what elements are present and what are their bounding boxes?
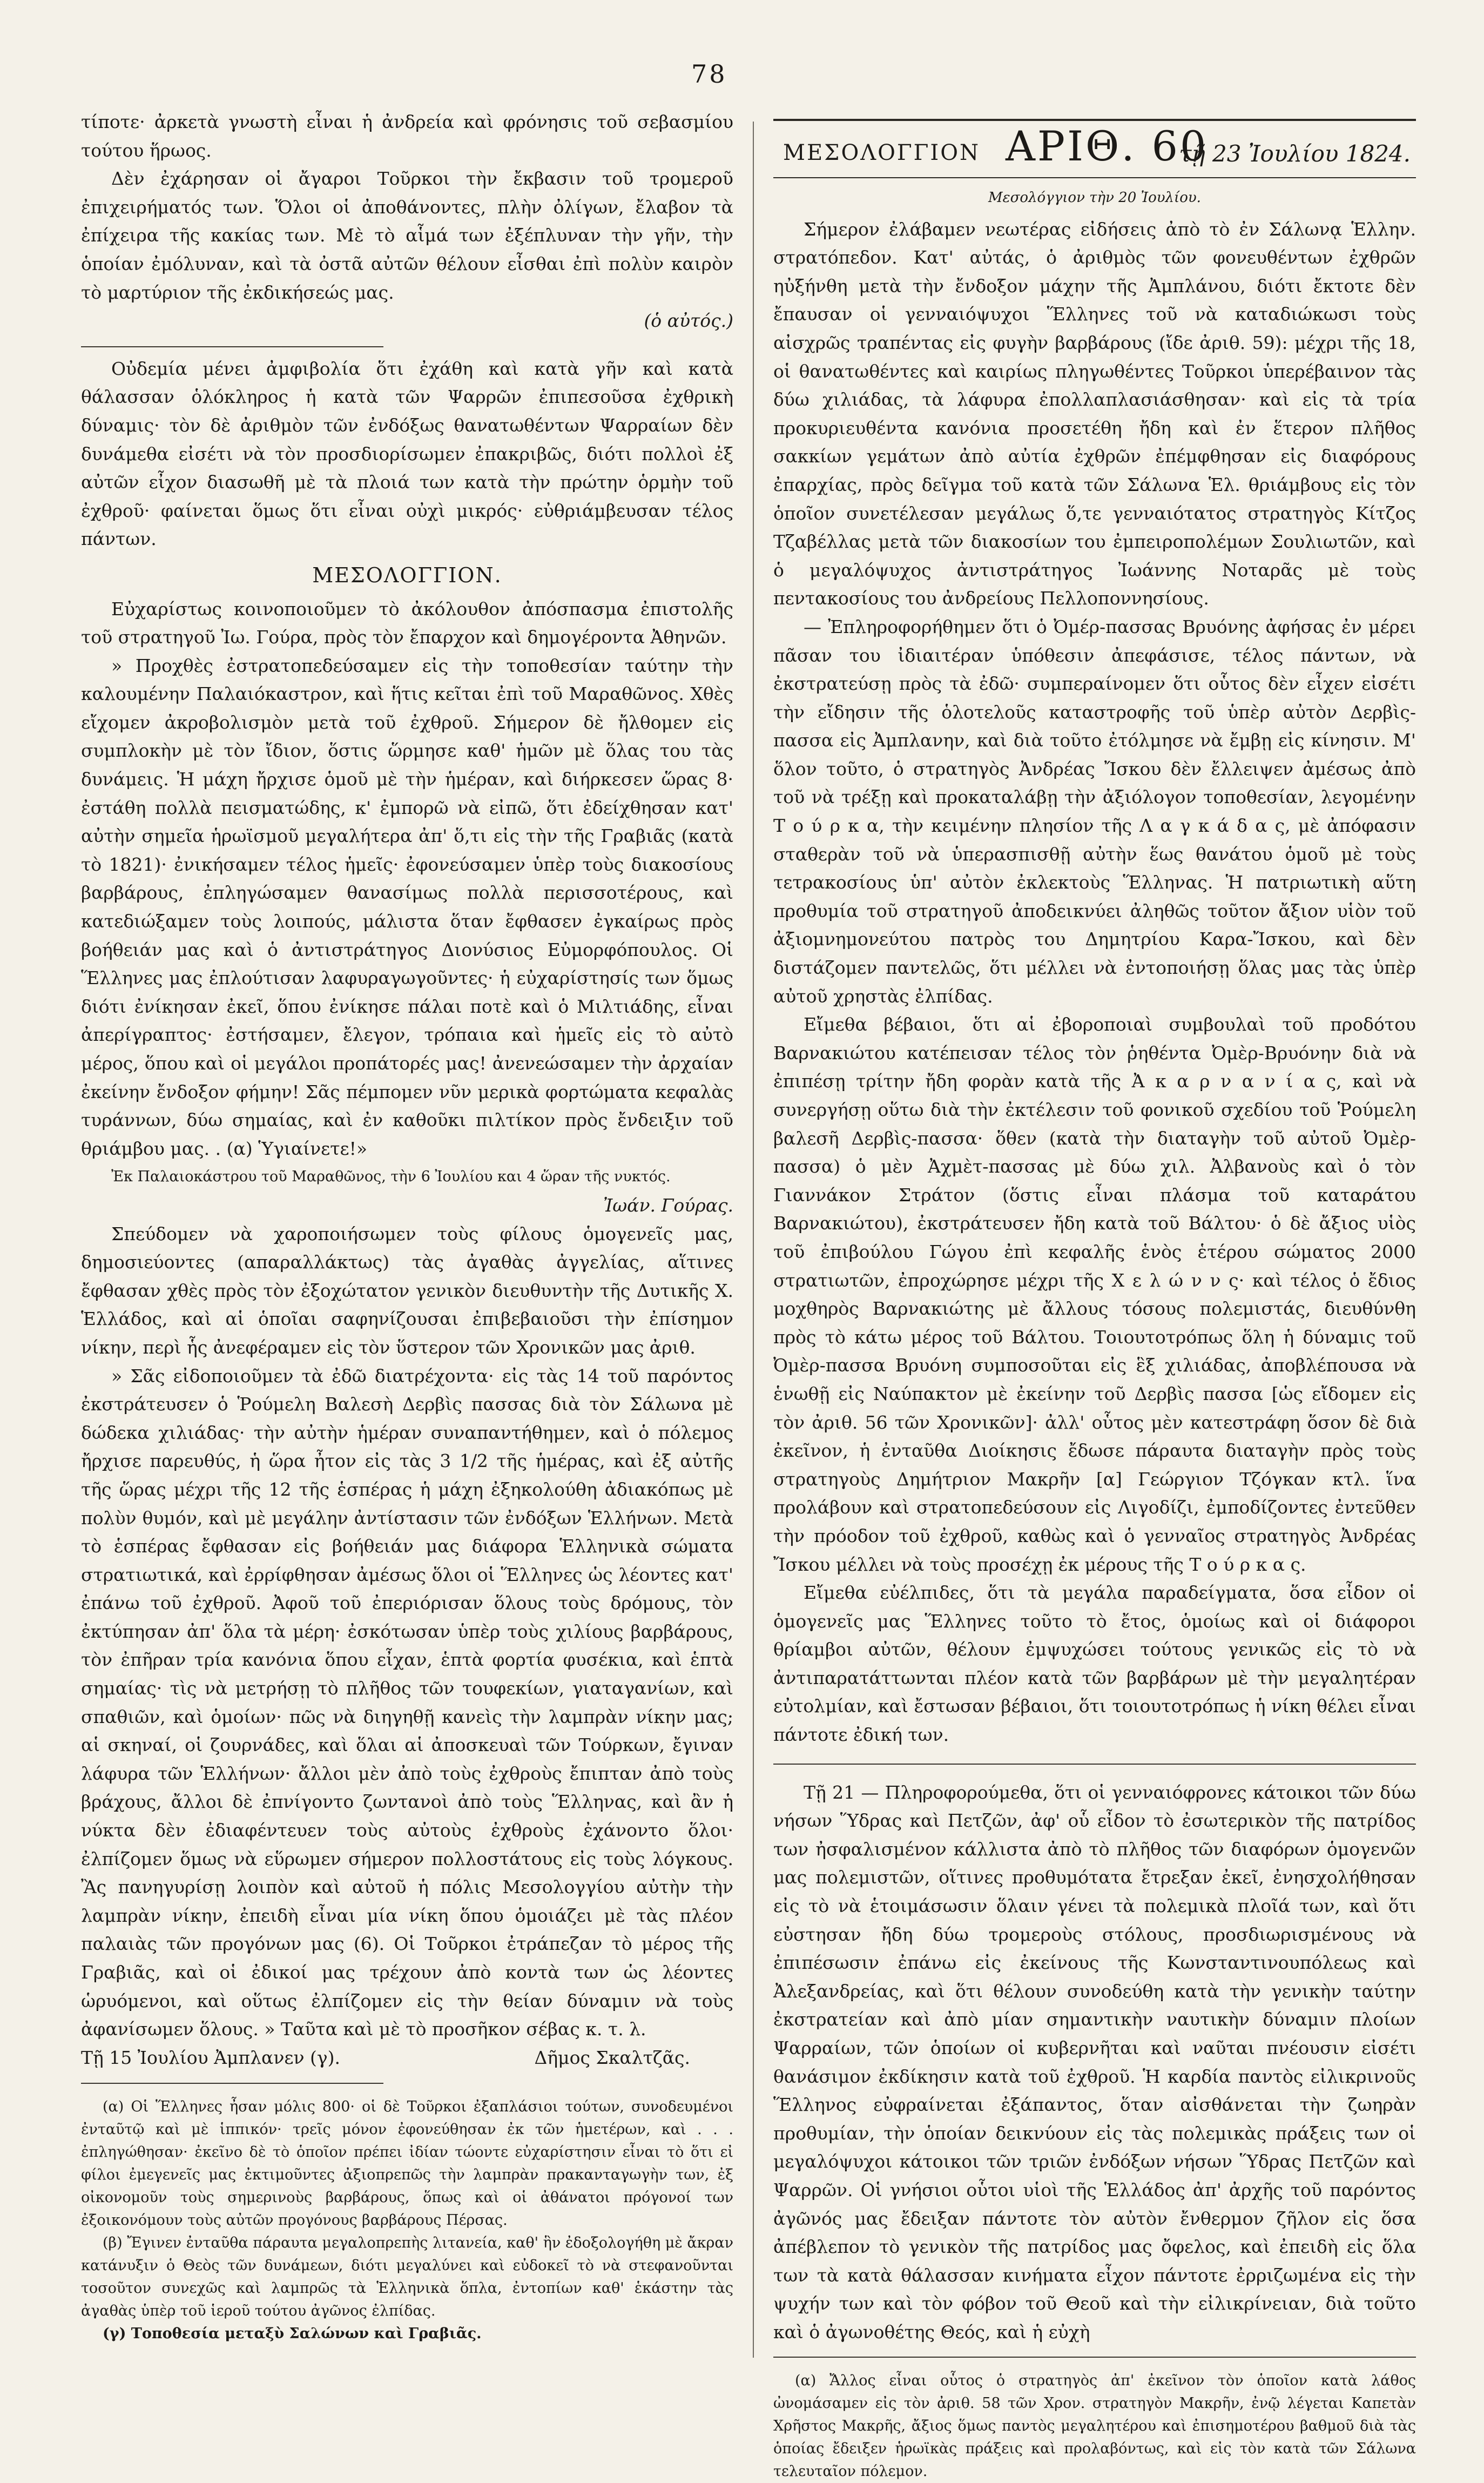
separator bbox=[773, 2357, 1416, 2358]
footnote: (α) Ἄλλος εἶναι οὗτος ὁ στρατηγὸς ἀπ' ἐκεῖνον τὸν ὁποῖον κατὰ λάθος ὠνομάσαμεν εἰς τὸν ἀριθ. 58 τῶν Χρον. στρατηγὸν Μακρῆν, ἐνῷ λέγεται Καπετὰν Χρῆστος Μακρῆς, ἄξιος ὅμως παντὸς μεγαλητέρου καὶ ἐπισημοτέρου βαθμοῦ διὰ τὰς ὁποίας ἔδειξεν ἡρωϊκὰς πράξεις καὶ προλαβόντως, καὶ εἰς τὸν κατὰ τῶν Σάλωνα τελευταῖον πόλεμον. bbox=[773, 2372, 1416, 2480]
letter-dateline: Ἐκ Παλαιοκάστρου τοῦ Μαραθῶνος, τὴν 6 Ἰουλίου και 4 ὥραν τῆς νυκτός. bbox=[111, 1168, 671, 1186]
column-divider bbox=[753, 122, 754, 2358]
signature: (ὁ αὐτός.) bbox=[644, 310, 733, 332]
right-column bbox=[773, 184, 1416, 2483]
signature: Δῆμος Σκαλτζᾶς. bbox=[534, 2047, 690, 2068]
page-number: 78 bbox=[691, 59, 727, 89]
masthead-rule bbox=[773, 119, 1416, 121]
paragraph: Εἴμεθα βέβαιοι, ὅτι αἱ ἐβοροποιαὶ συμβουλαὶ τοῦ προδότου Βαρνακιώτου κατέπεισαν τέλος τὸν ῥηθέντα Ὀμὲρ-Βρυόνην διὰ νὰ ἐπιπέσῃ τρίτην ἤδη φορὰν κατὰ τῆς Ἀ κ α ρ ν α ν ί α ς, καὶ νὰ συνεργήσῃ οὕτω διὰ τὴν ἐκτέλεσιν τοῦ φονικοῦ σχεδίου τοῦ Ῥούμελη βαλεσῆ Δερβὶς-πασσα· ὅθεν (κατὰ τὴν διαταγὴν τοῦ αὐτοῦ Ὀμὲρ-πασσα) ὁ μὲν Ἀχμὲτ-πασσας μὲ δύω χιλ. Ἀλβανοὺς καὶ ὁ τὸν Γιαννάκον Στράτον (ὅστις εἶναι πλάσμα τοῦ καταράτου Βαρνακιώτου), ἐκστράτευσεν ἤδη κατὰ τοῦ Βάλτου· ὁ δὲ ἄξιος υἱὸς τοῦ ἐπιβούλου Γώγου ἐπὶ κεφαλῆς ἑνὸς ἑτέρου σώματος 2000 στρατιωτῶν, ἐπροχώρησε μέχρι τῆς Χ ε λ ώ ν ν ς· καὶ τέλος ὁ ἔδιος μοχθηρὸς Βαρνακιώτης μὲ ἄλλους τόσους πολεμιστάς, διευθύνθη πρὸς τὸ κάτω μέρος τοῦ Βάλτου. Τοιουτοτρόπως ὅλη ἡ δύναμις τοῦ Ὀμὲρ-πασσα Βρυόνη συμποσοῦται εἰς ἓξ χιλιάδας, ἀποβλέπουσα νὰ ἑνωθῇ εἰς Ναύπακτον μὲ ἐκείνην τοῦ Δερβὶς πασσα [ὡς εἴδομεν εἰς τὸν ἀριθ. 56 τῶν Χρονικῶν]· ἀλλ' οὗτος μὲν κατεστράφη ὅσον δὲ διὰ ἐκεῖνον, ἡ ἐνταῦθα Διοίκησις ἔδωσε πάραυτα διαταγὴν πρὸς τοὺς στρατηγοὺς Δημήτριον Μακρῆν [α] Γεώργιον Τζόγκαν κτλ. ἵνα προλάβουν καὶ στρατοπεδεύσουν εἰς Λιγοδίζι, ἐμποδίζοντες ἐντεῦθεν τὴν πρόοδον τοῦ ἐχθροῦ, καθὼς καὶ ὁ γενναῖος στρατηγὸς Ἀνδρέας Ἴσκου μέλλει νὰ τοὺς προσέχῃ ἐκ μέρους τῆς Τ ο ύ ρ κ α ς. bbox=[773, 1014, 1416, 1575]
letter-quote: » Προχθὲς ἐστρατοπεδεύσαμεν εἰς τὴν τοποθεσίαν ταύτην τὴν καλουμένην Παλαιόκαστρον, καὶ ἥτις κεῖται ἐπὶ τοῦ Μαραθῶνος. Χθὲς εἴχομεν ἀκροβολισμὸν μετὰ τοῦ ἐχθροῦ. Σήμερον δὲ ἤλθομεν εἰς συμπλοκὴν μὲ τὸν ἴδιον, ὅστις ὥρμησε καθ' ἡμῶν μὲ ὅλας του τὰς δυνάμεις. Ἡ μάχη ἤρχισε ὁμοῦ μὲ τὴν ἡμέραν, καὶ διήρκεσεν ὥρας 8· ἐστάθη πολλὰ πεισματώδης, κ' ἐμπορῶ νὰ εἰπῶ, ὅτι ἐδείχθησαν κατ' αὐτὴν σημεῖα ἡρωϊσμοῦ μεγαλήτερα ἀπ' ὅ,τι εἰς τὴν τῆς Γραβιᾶς (κατὰ τὸ 1821)· ἐνικήσαμεν τέλος ἡμεῖς· ἐφονεύσαμεν ὑπὲρ τοὺς διακοσίους βαρβάρους, ἐπληγώσαμεν θανασίμως πολλὰ περισσοτέρους, καὶ κατεδιώξαμεν τοὺς λοιπούς, μάλιστα ὅταν ἔφθασεν ἐγκαίρως πρὸς βοήθειάν μας καὶ ὁ ἀντιστράτηγος Διονύσιος Εὐμορφόπουλος. Οἱ Ἕλληνες μας ἐπλούτισαν λαφυραγωγοῦντες· ἡ εὐχαρίστησίς των ὅμως διότι ἐνίκησαν ἐκεῖ, ὅπου ἐνίκησε πάλαι ποτὲ καὶ ὁ Μιλτιάδης, εἶναι ἀπερίγραπτος· ἐστήσαμεν, ἔλεγον, τρόπαια καὶ ἡμεῖς εἰς τὸ αὐτὸ μέρος, ὅπου καὶ οἱ μεγάλοι προπάτορές μας! ἀνενεώσαμεν τὴν ἀρχαίαν ἐκείνην ἔνδοξον φήμην! Σᾶς πέμπομεν νῦν μερικὰ φορτώματα κεφαλὰς τυράννων, δύω σημαίας, καὶ ἐν καθοῦκι πιλτίκον πρὸς ἔνδειξιν τοῦ θριάμβου μας. . (α) Ὑγιαίνετε!» bbox=[81, 655, 733, 1159]
paragraph: τίποτε· ἀρκετὰ γνωστὴ εἶναι ἡ ἀνδρεία καὶ φρόνησις τοῦ σεβασμίου τούτου ἥρωος. bbox=[81, 111, 733, 161]
issue-number: ΑΡΙΘ. 60 bbox=[1006, 122, 1209, 170]
paragraph: Σήμερον ἐλάβαμεν νεωτέρας εἰδήσεις ἀπὸ τὸ ἐν Σάλωνᾳ Ἑλλην. στρατόπεδον. Κατ' αὐτάς, ὁ ἀριθμὸς τῶν φονευθέντων ἐχθρῶν ηὐξήνθη μετὰ τὴν ἔνδοξον μάχην τῆς Ἀμπλάνου, διότι ἔκτοτε δὲν ἔπαυσαν οἱ γενναιόψυχοι Ἕλληνες τοῦ νὰ καταδιώκωσι τοὺς αἰσχρῶς τραπέντας εἰς φυγὴν βαρβάρους (ἴδε ἀριθ. 59): μέχρι τῆς 18, οἱ θανατωθέντες καὶ καιρίως πληγωθέντες Τοῦρκοι ὑπερέβαινον τὰς δύω χιλιάδας, τὰ λάφυρα ἐπολλαπλασιάσθησαν· καὶ εἰς τὰ τρία προκυριευθέντα κανόνια προσετέθη ἤδη καὶ ἐν ἕτερον πλῆθος σακκίων γεμάτων ἀπὸ αὐτία ἐχθρῶν ἐπέμφθησαν εἰς διαφόρους ἐπαρχίας, πρὸς δεῖγμα τοῦ κατὰ τῶν Σάλωνα Ἑλ. θριάμβους εἰς τὸν ὁποῖον συνετέλεσαν μεγάλως ὅ,τε γενναιότατος στρατηγὸς Κίτζος Τζαβέλλας μετὰ τῶν διακοσίων του ἐμπειροπολέμων Σουλιωτῶν, καὶ ὁ μεγαλόψυχος ἀντιστράτηγος Ἰωάννης Νοταρᾶς μὲ τοὺς πεντακοσίους του ἀνδρείους Πελλοποννησίους. bbox=[773, 218, 1416, 609]
separator bbox=[773, 1764, 1416, 1765]
letter-closing bbox=[81, 2044, 733, 2072]
footnote: (β) Ἔγινεν ἐνταῦθα πάραυτα μεγαλοπρεπὴς λιτανεία, καθ' ἣν ἐδοξολογήθη μὲ ἄκραν κατάνυξιν ὁ Θεὸς τῶν δυνάμεων, διότι μεγαλύνει καὶ εὐδοκεῖ τὸ νὰ στεφανοῦνται τοσοῦτον συνεχῶς καὶ λαμπρῶς τὰ Ἑλληνικὰ ὅπλα, ἐντοπίων καθ' ἑκάστην τὰς ἀγαθὰς ὑπὲρ τοῦ ἱεροῦ τούτου ἀγῶνος ἐλπίδας. bbox=[81, 2235, 733, 2320]
separator bbox=[81, 2083, 383, 2084]
footnotes bbox=[773, 2370, 1416, 2483]
paragraph: Δὲν ἐχάρησαν οἱ ἄγαροι Τοῦρκοι τὴν ἔκβασιν τοῦ τρομεροῦ ἐπιχειρήματός των. Ὅλοι οἱ ἀποθάνοντες, πλὴν ὀλίγων, ἔλαβον τὰ ἐπίχειρα τῆς κακίας των. Μὲ τὸ αἷμά των ἐξέπλυναν τὴν γῆν, τὴν ὁποίαν ἐμόλυναν, καὶ τὰ ὀστᾶ αὐτῶν θέλουν εἶσθαι ἐπὶ πολὺν καιρὸν τὸ μαρτύριον τῆς ἐκδικήσεώς μας. bbox=[81, 168, 733, 303]
paragraph: Τῇ 21 — Πληροφορούμεθα, ὅτι οἱ γενναιόφρονες κάτοικοι τῶν δύω νήσων Ὕδρας καὶ Πετζῶν, ἀφ' οὗ εἶδον τὸ ἐσωτερικὸν τῆς πατρίδος των ἠσφαλισμένον κάλλιστα ἀπὸ τὸ πλῆθος τῶν διαφόρων ὁμογενῶν μας πολεμιστῶν, οἵτινες προθυμότατα ἔτρεξαν ἐκεῖ, ἐνησχολήθησαν εἰς τὸ νὰ ἑτοιμάσωσιν ὅλαιν γένει τὰ πολεμικὰ πλοῖά των, καὶ ὅτι εὐστησαν ἤδη δύω τρομεροὺς στόλους, προσδιωρισμένους νὰ ἐπιπέσωσιν ἐπάνω εἰς ἐκείνους τῆς Κωνσταντινουπόλεως καὶ Ἀλεξανδρείας, καὶ ὅτι θέλουν συνοδεύθη κατὰ τὴν γενικὴν ταύτην ἐκστρατείαν καὶ ἀπὸ μίαν σημαντικὴν ναυτικὴν δύναμιν πλοίων Ψαρραίων, τῶν ὁποίων οἱ κυβερνῆται καὶ ναῦται πνέουσιν εἰσέτι θανάσιμον ἐκδίκησιν κατὰ τοῦ ἐχθροῦ. Ἡ καρδία παντὸς εἰλικρινοῦς Ἕλληνος εὐφραίνεται ἐξάπαντος, ὅταν αἰσθάνεται τὴν ζωηρὰν προθυμίαν, τὴν ὁποίαν δεικνύουν εἰς τὰς πολεμικὰς πράξεις των οἱ μεγαλόψυχοι κάτοικοι τῶν τριῶν ἐνδόξων νήσων Ὕδρας Πετζῶν καὶ Ψαρρῶν. Οἱ γνήσιοι οὗτοι υἱοὶ τῆς Ἑλλάδος ἀπ' ἀρχῆς τοῦ παρόντος ἀγῶνός μας ἔδειξαν πάντοτε τὸν αὐτὸν ἔνθερμον ζῆλον εἰς ὅσα ἀπέβλεπον τὸ γενικὸν τῆς πατρίδος μας ὄφελος, καὶ ἐπειδὴ εἰς ὅλα των τὰ κατὰ θάλασσαν κινήματα εἶχον πάντοτε ἐρριζωμένα εἰς τὴν ψυχήν των καὶ τὸν φόβον τοῦ Θεοῦ καὶ τὴν εἰλικρίνειαν, διὰ τοῦτο καὶ ὁ ἀγωνοθέτης Θεός, καὶ ἡ εὐχὴ bbox=[773, 1781, 1416, 2343]
dateline: Μεσολόγγιον τὴν 20 Ἰουλίου. bbox=[988, 190, 1201, 206]
masthead bbox=[773, 119, 1416, 178]
footnote: (γ) Τοποθεσία μεταξὺ Σαλώνων καὶ Γραβιᾶς. bbox=[103, 2325, 482, 2343]
signature: Ἰωάν. Γούρας. bbox=[603, 1194, 733, 1216]
section-heading: ΜΕΣΟΛΟΓΓΙΟΝ. bbox=[312, 563, 502, 587]
paragraph: Σπεύδομεν νὰ χαροποιήσωμεν τοὺς φίλους ὁμογενεῖς μας, δημοσιεύοντες (απαραλλάκτως) τὰς ἀγαθὰς ἀγγελίας, αἵτινες ἔφθασαν χθὲς πρὸς τὸν ἐξοχώτατον γενικὸν διευθυντὴν τῆς Δυτικῆς Χ. Ἑλλάδος, καὶ αἱ ὁποῖαι σαφηνίζουσαι ἐπιβεβαιοῦσι τὴν ἐπίσημον νίκην, περὶ ἧς ἀνεφέραμεν εἰς τὸν ὕστερον τῶν Χρονικῶν μας ἀριθ. bbox=[81, 1223, 733, 1358]
masthead-title: ΜΕΣΟΛΟΓΓΙΟΝ bbox=[783, 140, 981, 165]
paragraph: Εὐχαρίστως κοινοποιοῦμεν τὸ ἀκόλουθον ἀπόσπασμα ἐπιστολῆς τοῦ στρατηγοῦ Ἰω. Γούρα, πρὸς τὸν ἔπαρχον καὶ δημογέροντα Ἀθηνῶν. bbox=[81, 598, 733, 648]
paragraph: Οὐδεμία μένει ἀμφιβολία ὅτι ἐχάθη καὶ κατὰ γῆν καὶ κατὰ θάλασσαν ὁλόκληρος ἡ κατὰ τῶν Ψαρρῶν ἐπιπεσοῦσα ἐχθρικὴ δύναμις· τὸν δὲ ἀριθμὸν τῶν ἐνδόξως θανατωθέντων Ψαρραίων δὲν δυνάμεθα εἰσέτι νὰ τὸν προσδιορίσωμεν ἐπακριβῶς, διότι πολλοὶ ἐξ αὐτῶν εἶχον διασωθῆ μὲ τὰ πλοιά των κατὰ τὴν πρώτην ὁρμὴν τοῦ ἐχθροῦ· φαίνεται ὅμως ὅτι εἶναι οὐχὶ μικρός· εὐθριάμβευσαν τέλος πάντων. bbox=[81, 358, 733, 550]
left-column bbox=[81, 108, 733, 2345]
masthead-rule bbox=[773, 177, 1416, 178]
paragraph: Εἴμεθα εὐέλπιδες, ὅτι τὰ μεγάλα παραδείγματα, ὅσα εἶδον οἱ ὁμογενεῖς μας Ἕλληνες τοῦτο τὸ ἔτος, ὁμοίως καὶ οἱ διάφοροι θρίαμβοι αὐτῶν, θέλουν ἐμψυχώσει τούτους γενικῶς εἰς τὸ νὰ ἀντιπαρατάττωνται πλέον κατὰ τῶν βαρβάρων μὲ τὴν μεγαλητέραν εὐτολμίαν, καὶ ἔστωσαν βέβαιοι, ὅτι τοιουτοτρόπως ἡ νίκη θέλει εἶναι πάντοτε ἐδική των. bbox=[773, 1582, 1416, 1746]
footnotes bbox=[81, 2096, 733, 2345]
letter-date: Τῇ 15 Ἰουλίου Ἀμπλανεν (γ). bbox=[81, 2047, 340, 2068]
issue-date: τῇ 23 Ἰουλίου 1824. bbox=[1179, 140, 1411, 167]
separator bbox=[81, 346, 383, 347]
paragraph: — Ἐπληροφορήθημεν ὅτι ὁ Ὀμέρ-πασσας Βρυόνης ἀφήσας ἐν μέρει πᾶσαν του ἰδιαιτέραν ὑπόθεσιν ἀπεφάσισε, τέλος πάντων, νὰ ἐκστρατεύσῃ πρὸς τὰ ἐδῶ· συμπεραίνομεν ὅτι οὗτος δὲν εἶχεν εἰσέτι τὴν εἴδησιν τῆς ὁλοτελοῦς καταστροφῆς τοῦ ὑπὲρ αὐτὸν Δερβὶς-πασσα εἰς Ἀμπλανην, καὶ διὰ τοῦτο ἐτόλμησε νὰ ἔμβῃ εἰς κίνησιν. Μ' ὅλον τοῦτο, ὁ στρατηγὸς Ἀνδρέας Ἴσκου δὲν ἔλλειψεν ἀμέσως ἀπὸ τοῦ νὰ τρέξῃ καὶ προκαταλάβῃ τὴν ἀξιόλογον τοποθεσίαν, λεγομένην Τ ο ύ ρ κ α, τὴν κειμένην πλησίον τῆς Λ α γ κ ά δ α ς, μὲ ἀπόφασιν σταθερὰν τοῦ νὰ ὑπερασπισθῇ αὐτὴν ἕως θανάτου ὁμοῦ μὲ τοὺς τετρακοσίους ὑπ' αὐτὸν ἐκλεκτοὺς Ἕλληνας. Ἡ πατριωτικὴ αὕτη προθυμία τοῦ στρατηγοῦ ἀποδεικνύει ἀληθῶς τοῦτον ἄξιον υἱὸν τοῦ ἀξιομνημονεύτου πατρὸς του Δημητρίου Καρα-Ἴσκου, καὶ δὲν διστάζομεν παντελῶς, ὅτι μέλλει νὰ ἐντοποιήσῃ ὅλας μας τὰς ὑπὲρ αὐτοῦ χρηστὰς ἐλπίδας. bbox=[773, 616, 1416, 1007]
letter-quote: » Σᾶς εἰδοποιοῦμεν τὰ ἐδῶ διατρέχοντα· εἰς τὰς 14 τοῦ παρόντος ἐκστράτευσεν ὁ Ῥούμελη Βαλεσὴ Δερβὶς πασσας διὰ τὸν Σάλωνα μὲ δώδεκα χιλιάδας· τὴν αὐτὴν ἡμέραν συναπαντήθημεν, καὶ ὁ πόλεμος ἤρχισε παρευθύς, ἡ ὥρα ἦτον εἰς τὰς 3 1/2 τῆς ἡμέρας, καὶ ἐξ αὐτῆς τῆς ὥρας μέχρι τῆς 12 τῆς ἑσπέρας ἡ μάχη ἐξηκολούθη ἀδιακόπως μὲ πολὺν θυμόν, καὶ μὲ μεγάλην ἀντίστασιν τῶν ἐνδόξων Ἑλλήνων. Μετὰ τὸ ἑσπέρας ἔφθασαν εἰς βοήθειάν μας διάφορα Ἑλληνικὰ σώματα στρατιωτικά, καὶ ἐρρίφθησαν ἀμέσως ὅλοι οἱ Ἕλληνες ὡς λέοντες κατ' ἐπάνω τοῦ ἐχθροῦ. Ἀφοῦ τοῦ ἐπεριόρισαν ὅλους τοὺς δρόμους, τὸν ἐκτύπησαν ἀπ' ὅλα τὰ μέρη· ἐσκότωσαν ὑπὲρ τοὺς χιλίους βαρβάρους, τὸν ἐπῆραν τρία κανόνια ὅπου εἶχαν, ἑπτὰ φορτία φυσέκια, καὶ ἑπτὰ σημαίας· τὶς νὰ μετρήσῃ τὸ πλῆθος τῶν τουφεκίων, γιαταγανίων, καὶ σπαθιῶν, καὶ ὁμοίων· πῶς νὰ διηγηθῇ κανεὶς τὴν λαμπρὰν νίκην μας; αἱ σκηναί, οἱ ζουρνάδες, καὶ ὅλαι αἱ ἀποσκευαὶ τῶν Τούρκων, ἔγιναν λάφυρα τῶν Ἑλλήνων· ἄλλοι μὲν ἀπὸ τοὺς ἐχθροὺς ἔπιπταν ἀπὸ τοὺς βράχους, ἄλλοι δὲ ἐπνίγοντο ζωντανοὶ ἀπὸ τοὺς Ἕλληνας, καὶ ἂν ἡ νύκτα δὲν ἐδιαφέντευεν τοὺς αὐτοὺς ἐχθροὺς ἐχάνοντο ὅλοι· ἐλπίζομεν ὅμως νὰ εὕρωμεν σήμερον πολλοστάτους εἰς τοὺς λόγκους. Ἂς πανηγυρίσῃ λοιπὸν καὶ αὐτοῦ ἡ πόλις Μεσολογγίου αὐτὴν τὴν λαμπρὰν νίκην, ἐπειδὴ εἶναι μία νίκη ὅπου ὁμοιάζει μὲ τὰς πλέον παλαιὰς τῶν προγόνων μας (6). Οἱ Τοῦρκοι ἐτράπεζαν τὸ μέρος τῆς Γραβιᾶς, καὶ οἱ ἐδικοί μας τρέχουν ἀπὸ κοντὰ των ὡς λέοντες ὡρυόμενοι, καὶ οὕτως ἐλπίζομεν εἰς τὴν θείαν δύναμιν νὰ τοὺς ἀφανίσωμεν ὅλους. » Ταῦτα καὶ μὲ τὸ προσῆκον σέβας κ. τ. λ. bbox=[81, 1365, 733, 2040]
footnote: (α) Οἱ Ἕλληνες ἦσαν μόλις 800· οἱ δὲ Τοῦρκοι ἐξαπλάσιοι τούτων, συνοδευμένοι ἐνταῦτῷ καὶ μὲ ἱππικόν· τρεῖς μόνον ἐφονεύθησαν ἐκ τῶν ἡμετέρων, καὶ . . . ἐπληγώθησαν· ἐκεῖνο δὲ τὸ ὁποῖον πρέπει ἰδίαν τώοντε εὐχαρίστησιν εἶναι τὸ ὅτι εἰ φίλοι ἐμεγενεῖς μας ἐκτιμοῦντες ἀξιοπρεπῶς τὴν λαμπρὰν πρακανταγωγὴν των, ἐξ οἰκονομοῦν τοὺς σημερινοὺς βαρβάρους, ὅπως καὶ οἱ ἀθάνατοι πρόγονοί των ἐξοικονόμουν τοὺς αὐτῶν προγόνους βαρβάρους Πέρσας. bbox=[81, 2098, 733, 2229]
